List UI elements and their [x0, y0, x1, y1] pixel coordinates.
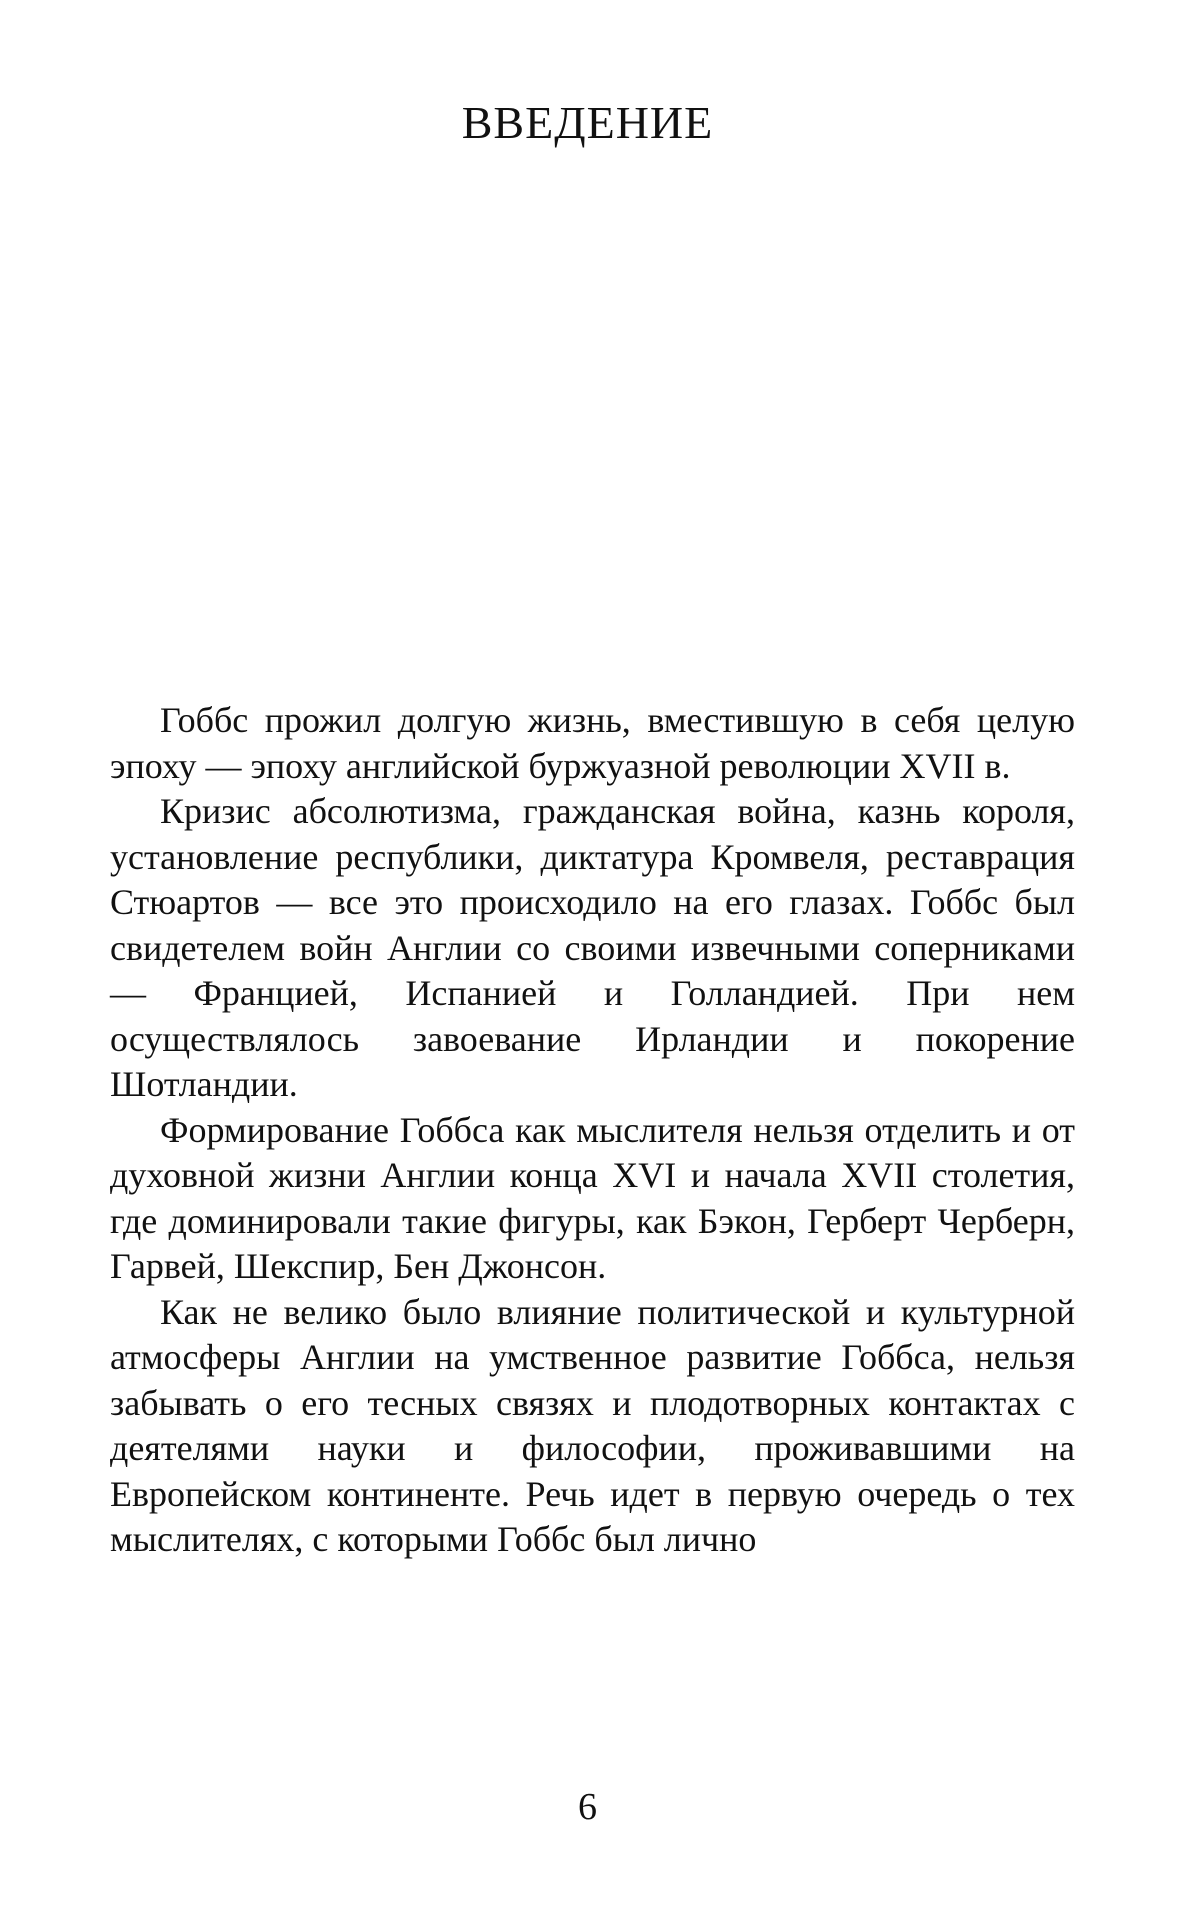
body-text — [110, 698, 1075, 1563]
chapter-title: ВВЕДЕНИЕ — [461, 97, 714, 148]
page-number: 6 — [578, 1786, 597, 1828]
paragraph-3: Формирование Гоббса как мыслителя нельзя отделить и от духовной жизни Англии конца XVI и начала XVII столетия, где доминировали такие фигуры, как Бэкон, Герберт Черберн, Гарвей, Шекспир, Бен Джонсон. — [110, 1109, 1075, 1286]
paragraph-4: Как не велико было влияние политической и культурной атмосферы Англии на умственное развитие Гоббса, нельзя забывать о его тесных связях и плодотворных контактах с деятелями науки и философии, проживавшими на Европейском континенте. Речь идет в первую очередь о тех мыслителях, с которыми Гоббс был лично — [110, 1291, 1075, 1559]
paragraph-1: Гоббс прожил долгую жизнь, вместившую в себя целую эпоху — эпоху английской буржуазной революции XVII в. — [110, 700, 1075, 786]
paragraph-2: Кризис абсолютизма, гражданская война, казнь короля, установление республики, диктатура Кромвеля, реставрация Стюартов — все это происходило на его глазах. Гоббс был свидетелем войн Англии со своими извечными соперниками — Францией, Испанией и Голландией. При нем осуществлялось завоевание Ирландии и покорение Шотландии. — [110, 791, 1075, 1104]
